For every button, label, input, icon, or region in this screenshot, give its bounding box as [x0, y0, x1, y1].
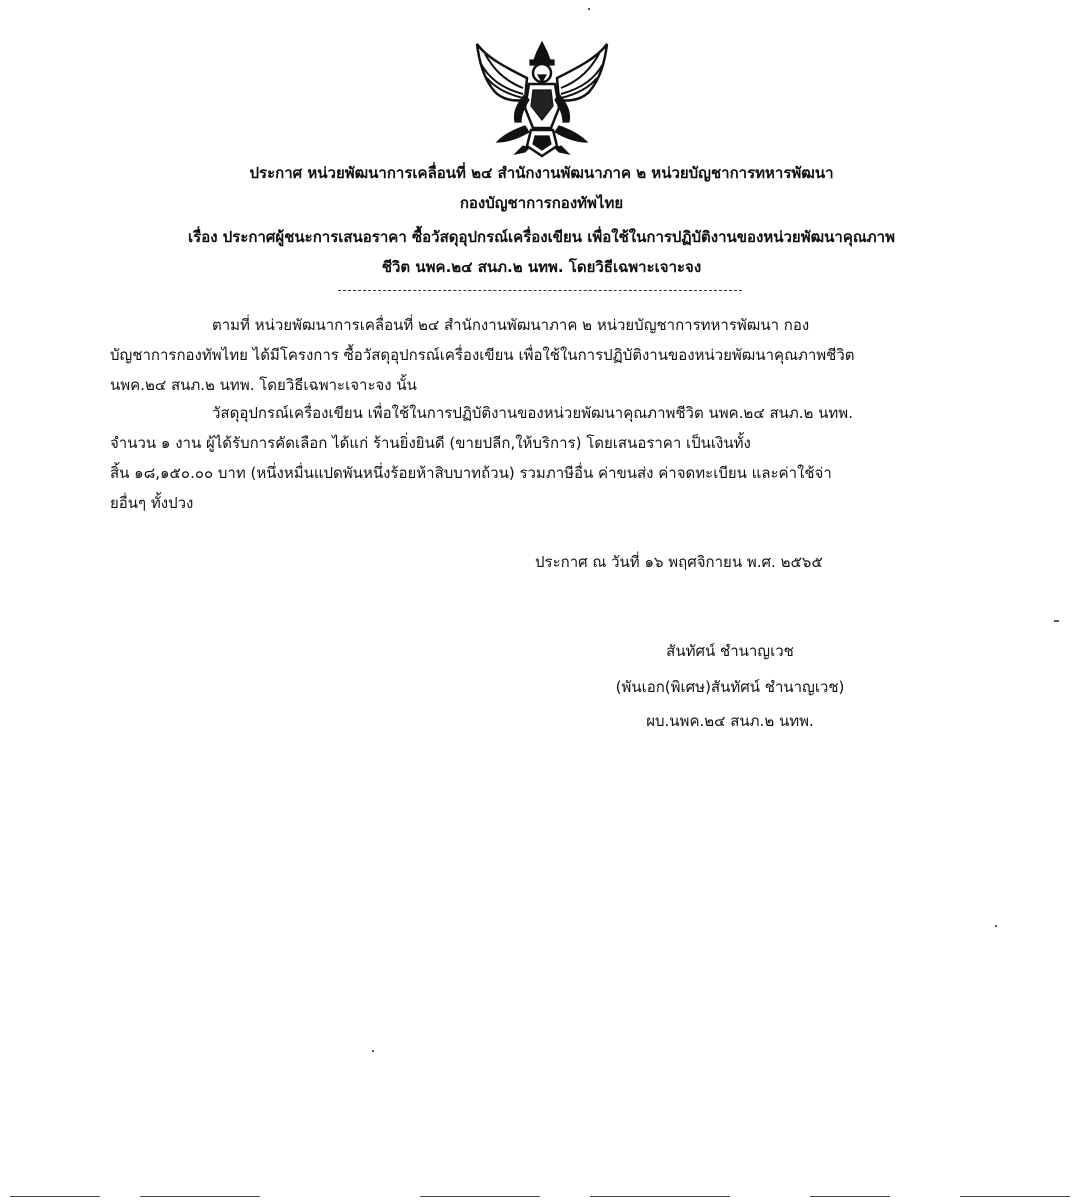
paragraph-2-line-2: จำนวน ๑ งาน ผู้ได้รับการคัดเลือก ได้แก่ ร้านยิ่งยินดี (ขายปลีก,ให้บริการ) โดยเสนอราคา เป็นเงินทั้ง: [110, 434, 751, 452]
paragraph-2-line-4: ยอื่นๆ ทั้งปวง: [110, 494, 194, 512]
paragraph-1-line-1: ตามที่ หน่วยพัฒนาการเคลื่อนที่ ๒๔ สำนักงานพัฒนาภาค ๒ หน่วยบัญชาการทหารพัฒนา กอง: [212, 316, 810, 334]
paragraph-2-line-1: วัสดุอุปกรณ์เครื่องเขียน เพื่อใช้ในการปฏิบัติงานของหน่วยพัฒนาคุณภาพชีวิต นพค.๒๔ สนภ.๒ นทพ.: [212, 404, 853, 422]
heading-divider: [338, 290, 742, 291]
footer-rule: [810, 1196, 890, 1197]
scan-speck: [372, 1050, 374, 1052]
paragraph-1-line-3: นพค.๒๔ สนภ.๒ นทพ. โดยวิธีเฉพาะเจาะจง นั้น: [110, 376, 417, 394]
signature-position: ผบ.นพค.๒๔ สนภ.๒ นทพ.: [646, 712, 814, 730]
signature-full-name: (พันเอก(พิเศษ)สันทัศน์ ชำนาญเวช): [615, 678, 845, 696]
signature-name: สันทัศน์ ชำนาญเวช: [666, 642, 794, 660]
announcement-date: ประกาศ ณ วันที่ ๑๖ พฤศจิกายน พ.ศ. ๒๕๖๕: [535, 553, 823, 571]
paragraph-1-line-2: บัญชาการกองทัพไทย ได้มีโครงการ ซื้อวัสดุอุปกรณ์เครื่องเขียน เพื่อใช้ในการปฏิบัติงานของหน่วยพัฒนาคุณภาพชีวิต: [110, 346, 855, 364]
subject-line-1: เรื่อง ประกาศผู้ชนะการเสนอราคา ซื้อวัสดุอุปกรณ์เครื่องเขียน เพื่อใช้ในการปฏิบัติงานของหน่วยพัฒนาคุณภาพ: [188, 228, 895, 246]
scan-speck: [588, 8, 590, 10]
heading-line-2: กองบัญชาการกองทัพไทย: [459, 194, 624, 212]
heading-line-1: ประกาศ หน่วยพัฒนาการเคลื่อนที่ ๒๔ สำนักงานพัฒนาภาค ๒ หน่วยบัญชาการทหารพัฒนา: [249, 164, 834, 182]
subject-line-2: ชีวิต นพค.๒๔ สนภ.๒ นทพ. โดยวิธีเฉพาะเจาะจง: [381, 258, 702, 276]
footer-rule: [590, 1196, 730, 1197]
scan-speck: [995, 925, 997, 927]
scan-speck: [1054, 620, 1059, 622]
garuda-emblem-icon: [467, 38, 617, 160]
paragraph-2-line-3: สิ้น ๑๘,๑๕๐.๐๐ บาท (หนึ่งหมื่นแปดพันหนึ่งร้อยห้าสิบบาทถ้วน) รวมภาษีอื่น ค่าขนส่ง ค่าจดทะเบียน และค่าใช้จ่า: [110, 464, 832, 482]
footer-rule: [960, 1196, 1070, 1197]
footer-rule: [10, 1196, 100, 1197]
footer-rule: [420, 1196, 540, 1197]
footer-rule: [140, 1196, 260, 1197]
